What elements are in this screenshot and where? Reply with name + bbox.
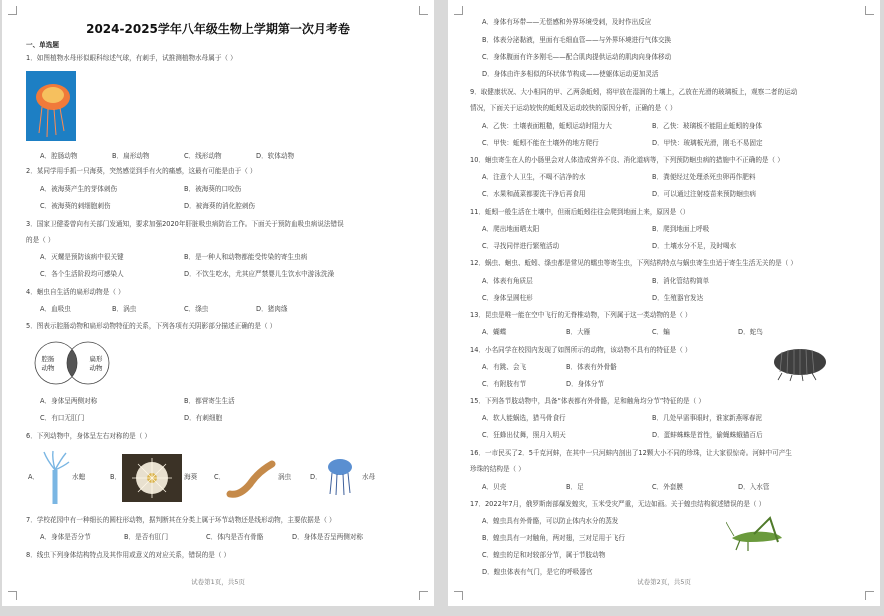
q9-option-d: D．甲快：玻璃板光滑，刚毛不易固定 [652, 139, 763, 147]
crop-mark [419, 6, 428, 15]
q8-option-c: C．身体腹面有许多刚毛——配合肌肉提供运动的肌肉向身体移动 [482, 53, 672, 61]
grasshopper-image [726, 512, 786, 554]
question-14: 14．小名同学在校园内发现了如图所示的动物，该动物不具有的特征是（ ） [470, 346, 692, 354]
exam-page-2 [448, 0, 880, 606]
q7-option-d: D．身体是否呈两侧对称 [292, 533, 364, 541]
exam-page-1 [2, 0, 434, 606]
q14-option-b: B．体表有外骨骼 [566, 363, 617, 371]
page-footer: 试卷第1页，共5页 [191, 578, 245, 586]
q14-option-c: C．有附肢有节 [482, 380, 527, 388]
q13-option-c: C．蝙 [652, 328, 670, 336]
q5-option-c: C．有口无肛门 [40, 414, 85, 422]
q16-option-a: A．贝壳 [482, 483, 507, 491]
q1-option-d: D．软体动物 [256, 152, 295, 160]
q5-option-a: A．身体呈两侧对称 [40, 397, 98, 405]
question-12: 12．蜗虫、蛔虫、蚯蚓、绦虫都是常见的蠕虫等寄生虫，下列结构特点与蜗虫寄生虫适于寄生生活无关的是（ ） [470, 259, 797, 267]
question-7: 7．学校花园中有一种细长的圆柱形动物，据判断其在分类上属于环节动物还是线形动物，主要依据是（ ） [26, 516, 336, 524]
q4-option-a: A．血吸虫 [40, 305, 71, 313]
q11-option-c: C．寻找同伴进行繁殖活动 [482, 242, 560, 250]
q3-option-a: A．灭螺是预防该病中很关键 [40, 253, 124, 261]
q15-option-d: D．蛋蚌蛛蛛是首性，偷蝇蛛蛾猫百后 [652, 431, 763, 439]
q15-option-a: A．软人能蜗选，猎马骨食行 [482, 414, 566, 422]
q14-option-d: D．身体分节 [566, 380, 605, 388]
pillbug-image [768, 342, 830, 382]
question-13: 13．昆虫是唯一能在空中飞行的无脊椎动物，下列属于这一类动物的是（ ） [470, 311, 692, 319]
q9-option-a: A．乙快：土壤表面粗糙，蚯蚓运动时阻力大 [482, 122, 612, 130]
q13-option-d: D．蛇鸟 [738, 328, 763, 336]
q11-option-d: D．土壤水分不足，及时喝水 [652, 242, 737, 250]
question-9-cont: 情况，下面关于运动较快的蚯蚓及运动较快的原因分析，正确的是（ ） [470, 104, 677, 112]
q12-option-d: D．生殖器官发达 [652, 294, 704, 302]
q7-option-c: C．体内是否有骨骼 [206, 533, 264, 541]
q12-option-a: A．体表有角质层 [482, 277, 533, 285]
q5-option-d: D．有刺细胞 [184, 414, 223, 422]
crop-mark [8, 591, 17, 600]
q13-option-a: A．蝴蝶 [482, 328, 507, 336]
question-8: 8．线虫下列身体结构特点及其作用或意义的对应关系，错误的是（ ） [26, 551, 231, 559]
q1-option-c: C．线形动物 [184, 152, 222, 160]
q10-option-d: D．可以通过注射疫苗来预防蛔虫病 [652, 190, 756, 198]
q4-option-b: B．涡虫 [112, 305, 137, 313]
q17-option-d: D．蝗虫体表有气门，是它的呼吸器官 [482, 568, 593, 576]
q10-option-c: C．水果和蔬菜都要洗干净后再食用 [482, 190, 586, 198]
q6-label-c: 涡虫 [278, 473, 292, 481]
q1-option-b: B．扁形动物 [112, 152, 150, 160]
q16-option-c: C．外套膜 [652, 483, 683, 491]
q7-option-b: B．是否有肛门 [124, 533, 169, 541]
q4-option-d: D．猪肉绦 [256, 305, 288, 313]
q6-option-a: A． [28, 473, 40, 481]
q17-option-a: A．蝗虫具有外骨骼，可以防止体内水分的蒸发 [482, 517, 619, 525]
crop-mark [865, 6, 874, 15]
q15-option-c: C．狂蜂出仗舞，照月入明天 [482, 431, 566, 439]
q6-label-a: 水螅 [72, 473, 86, 481]
question-11: 11．蚯蚓一般生活在土壤中，但雨后蚯蚓往往会爬到地面上来，原因是（） [470, 208, 690, 216]
q11-option-a: A．爬出地面晒太阳 [482, 225, 540, 233]
page-footer: 试卷第2页，共5页 [637, 578, 691, 586]
q16-option-b: B．足 [566, 483, 584, 491]
crop-mark [8, 6, 17, 15]
q17-option-c: C．蝗虫的足和对较部分节，属于节肢动物 [482, 551, 606, 559]
venn-left-line1: 腔肠 [41, 355, 55, 363]
question-17: 17．2022年7月，俄罗斯南部爆发蝗灾，玉米受灾严重，无边如画。关于蝗虫结构叙述错误的是（ ） [470, 500, 766, 508]
question-5: 5．图表示腔肠动物和扁形动物特征的关系，下列各项有关阴影部分描述正确的是（ ） [26, 322, 277, 330]
q4-option-c: C．绦虫 [184, 305, 209, 313]
page-title: 2024-2025学年八年级生物上学期第一次月考卷 [86, 22, 350, 36]
crop-mark [454, 6, 463, 15]
question-16: 16．一市民买了2．5千克河蚌，在其中一只河蚌内剖出了12颗大小不同的珍珠，让大家很惊奇。河蚌中可产生 [470, 449, 792, 457]
q2-option-a: A．被海葵产生的芽体刺伤 [40, 185, 118, 193]
q5-option-b: B．都营寄生生活 [184, 397, 235, 405]
jellyfish-image [26, 71, 76, 141]
q12-option-c: C．身体呈圆柱形 [482, 294, 533, 302]
question-6: 6．下列动物中，身体呈左右对称的是（ ） [26, 432, 151, 440]
q12-option-b: B．消化管结构简单 [652, 277, 710, 285]
q1-option-a: A．腔肠动物 [40, 152, 78, 160]
question-15: 15．下列各节肢动物中，具备“体表都有外骨骼，足和触角均分节”特征的是（ ） [470, 397, 705, 405]
question-3-cont: 的是（ ） [26, 236, 55, 244]
q7-option-a: A．身体是否分节 [40, 533, 91, 541]
venn-right-line1: 扁形 [89, 355, 103, 363]
q2-option-c: C．被海葵的刺细胞刺伤 [40, 202, 111, 210]
q16-option-d: D．入水管 [738, 483, 770, 491]
q10-option-a: A．注意个人卫生，不喝不洁净的水 [482, 173, 586, 181]
q9-option-c: C．甲快：蚯蚓不能在土壤外的地方爬行 [482, 139, 599, 147]
crop-mark [454, 591, 463, 600]
jellyfish-small-image [322, 456, 358, 496]
q13-option-b: B．大雁 [566, 328, 591, 336]
q8-option-d: D．身体由许多相似的环状体节构成——使躯体运动更加灵活 [482, 70, 659, 78]
q6-option-d: D． [310, 473, 322, 481]
q8-option-a: A．身体有环带——无偿感和外界环境受刺，及时作出反应 [482, 18, 652, 26]
q2-option-d: D．被海葵的消化腔刺伤 [184, 202, 256, 210]
crop-mark [419, 591, 428, 600]
q15-option-b: B．几处早需事眼时，谁家新燕啄春泥 [652, 414, 763, 422]
question-16-cont: 珍珠的结构是（ ） [470, 465, 525, 473]
q6-label-d: 水母 [362, 473, 376, 481]
q6-option-c: C． [214, 473, 226, 481]
q6-option-b: B． [110, 473, 122, 481]
crop-mark [865, 591, 874, 600]
question-9: 9．取健康状况、大小相同的甲、乙两条蚯蚓，将甲放在湿润的土壤上，乙放在光滑的玻璃板上，观察二者的运动 [470, 88, 798, 96]
q3-option-d: D．不饮生吃水，尤其应严禁婴儿生饮水中游泳洗澡 [184, 270, 335, 278]
q6-label-b: 海葵 [184, 473, 198, 481]
question-3: 3．国家卫健委曾向有关部门发通知，要求加强2020年肝脏吸虫病防治工作。下面关于预防血吸虫病说法错误 [26, 220, 344, 228]
section-heading: 一、单选题 [26, 41, 59, 49]
flatworm-image [226, 456, 276, 500]
question-10: 10．蛔虫寄生在人的小肠里会对人体造成营养不良、消化道病等，下列预防蛔虫病的措施中不正确的是（ ） [470, 156, 784, 164]
q3-option-b: B．是一种人和动物都能受传染的寄生虫病 [184, 253, 308, 261]
q3-option-c: C．各个生活阶段均可感染人 [40, 270, 124, 278]
question-4: 4．蛔虫自生活的扁形动物是（ ） [26, 288, 125, 296]
q2-option-b: B．被海葵的口咬伤 [184, 185, 242, 193]
question-2: 2．某同学用手抓一只海葵，突然感觉到手有火的痛感，这最有可能是由于（ ） [26, 167, 257, 175]
venn-left-line2: 动物 [41, 364, 55, 372]
hydra-image [42, 450, 70, 506]
sea-anemone-image [122, 454, 182, 502]
q14-option-a: A．有跳、会飞 [482, 363, 527, 371]
q10-option-b: B．粪便经过处理杀死虫卵再作肥料 [652, 173, 756, 181]
q8-option-b: B．体表分泌黏液，里面有毛细血管——与外界环境进行气体交换 [482, 36, 672, 44]
question-1: 1．如图植物水母形似眼科综述气球，有刺手，试推测植物水母属于（ ） [26, 54, 237, 62]
venn-diagram [28, 340, 116, 386]
q17-option-b: B．蝗虫具有一对触角，两对翅，三对足用于飞行 [482, 534, 625, 542]
venn-right-line2: 动物 [89, 364, 103, 372]
q9-option-b: B．乙快：玻璃板不能阻止蚯蚓的身体 [652, 122, 763, 130]
q11-option-b: B．爬到地面上呼吸 [652, 225, 710, 233]
